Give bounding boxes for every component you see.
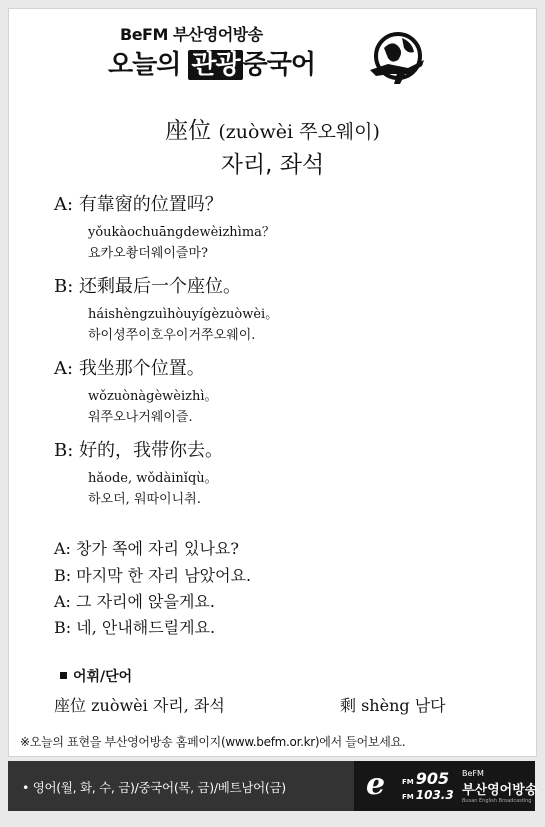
globe-airplane-icon — [368, 30, 426, 88]
station-english-name: Busan English Broadcasting — [462, 798, 532, 804]
station-brand: BeFM — [462, 769, 484, 778]
show-title-post: 중국어 — [242, 50, 315, 80]
pinyin-text: yǒukàochuāngdewèizhìma？ — [88, 225, 275, 240]
korean-pronunciation: 하이셩쭈이호우이거쭈오웨이. — [88, 328, 256, 343]
korean-pronunciation: 워쭈오나거웨이즐. — [88, 410, 193, 425]
dialogue-line — [54, 354, 218, 425]
korean-translation-line: A: 창가 쪽에 자리 있나요? — [54, 539, 239, 558]
homepage-note: ※오늘의 표현을 부산영어방송 홈페이지(www.befm.or.kr)에서 들어보세요. — [20, 735, 406, 749]
pinyin-text: hǎode, wǒdàinǐqù。 — [88, 471, 218, 486]
korean-pronunciation: 하오더, 워따이니취. — [88, 492, 201, 507]
korean-pronunciation: 요카오촹더웨이즐마? — [88, 246, 208, 261]
frequency-primary: FM 905 — [402, 769, 450, 788]
chinese-sentence: 我坐那个位置。 — [78, 358, 205, 379]
vocab-heading: 어휘/단어 — [60, 666, 132, 686]
brand-name: BeFM 부산영어방송 — [120, 25, 263, 44]
show-title — [108, 44, 315, 81]
square-bullet-icon — [60, 672, 67, 679]
chinese-sentence: 还剩最后一个座位。 — [79, 276, 242, 297]
speaker-label: B: — [54, 440, 74, 461]
speaker-label: B: — [54, 276, 74, 297]
word-pinyin: (zuòwèi 쭈오웨이) — [218, 121, 380, 143]
frequency-secondary: FM 103.3 — [402, 788, 454, 802]
show-title-pre: 오늘의 — [108, 50, 189, 80]
korean-translation-line: A: 그 자리에 앉을게요. — [54, 592, 215, 611]
pinyin-text: háishèngzuìhòuyígèzuòwèi。 — [88, 307, 279, 322]
speaker-label: A: — [54, 358, 74, 379]
e-logo-icon: e — [366, 767, 386, 802]
dialogue-line — [54, 436, 223, 507]
speaker-label: A: — [54, 194, 74, 215]
dialogue-line — [54, 190, 275, 261]
chinese-sentence: 有靠窗的位置吗？ — [78, 194, 223, 215]
show-title-boxed: 관광 — [188, 50, 242, 80]
station-logo — [354, 761, 538, 811]
vocab-item: 座位 zuòwèi 자리, 좌석 — [54, 696, 225, 715]
word-hanzi: 座位 — [165, 118, 212, 144]
vocab-item: 剩 shèng 남다 — [340, 696, 446, 715]
korean-translation-line: B: 마지막 한 자리 남았어요. — [54, 566, 252, 585]
footer-bar — [8, 761, 538, 811]
pinyin-text: wǒzuònàgèwèizhì。 — [88, 389, 218, 404]
station-name: 부산영어방송 — [462, 783, 538, 798]
broadcast-schedule: • 영어(월, 화, 수, 금)/중국어(목, 금)/베트남어(금) — [22, 780, 286, 795]
word-title — [0, 112, 545, 145]
chinese-sentence: 好的，我带你去。 — [79, 440, 224, 461]
korean-translation-line: B: 네, 안내해드릴게요. — [54, 618, 216, 637]
word-meaning: 자리, 좌석 — [220, 152, 325, 178]
dialogue-line — [54, 272, 278, 343]
